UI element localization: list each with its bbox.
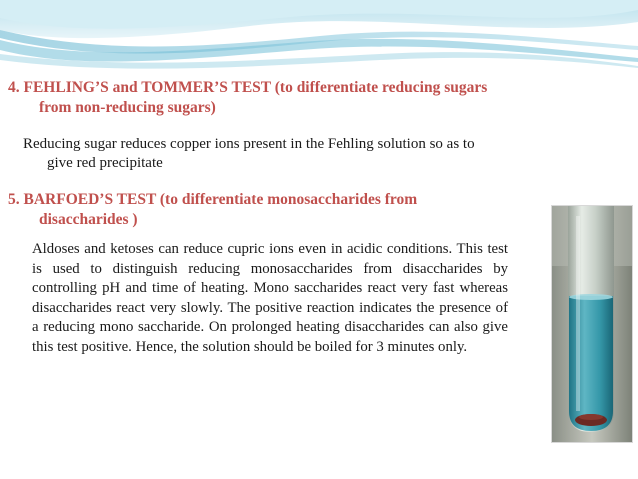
fehling-body-line1: Reducing sugar reduces copper ions present in the Fehling solution so as to — [23, 136, 475, 152]
test-tube-photo — [551, 205, 633, 443]
fehling-body-line2: give red precipitate — [47, 155, 163, 171]
barfoed-test-description: Aldoses and ketoses can reduce cupric ions even in acidic conditions. This test is used to distinguish reducing monosaccharides from disaccharides by controlling pH and time of heating. Mono saccharides react very fast whereas disaccharides react very slowly. The positive reaction indicates the presence of a reducing mono saccharide. On prolonged heating disaccharides can also give this test positive. Hence, the solution should be boiled for 3 minutes only. — [32, 241, 508, 355]
barfoed-heading-line1: 5. BARFOED’S TEST (to differentiate monosaccharides from — [8, 191, 418, 208]
barfoed-test-heading — [8, 190, 548, 230]
fehling-heading-line2: from non-reducing sugars) — [39, 99, 216, 116]
test-tube-illustration — [552, 206, 632, 442]
fehling-test-description — [23, 135, 623, 173]
fehling-test-heading — [8, 78, 608, 118]
barfoed-heading-line2: disaccharides ) — [39, 211, 138, 228]
fehling-heading-line1: 4. FEHLING’S and TOMMER’S TEST (to differentiate reducing sugars — [8, 79, 488, 96]
decorative-wave-header — [0, 0, 638, 80]
